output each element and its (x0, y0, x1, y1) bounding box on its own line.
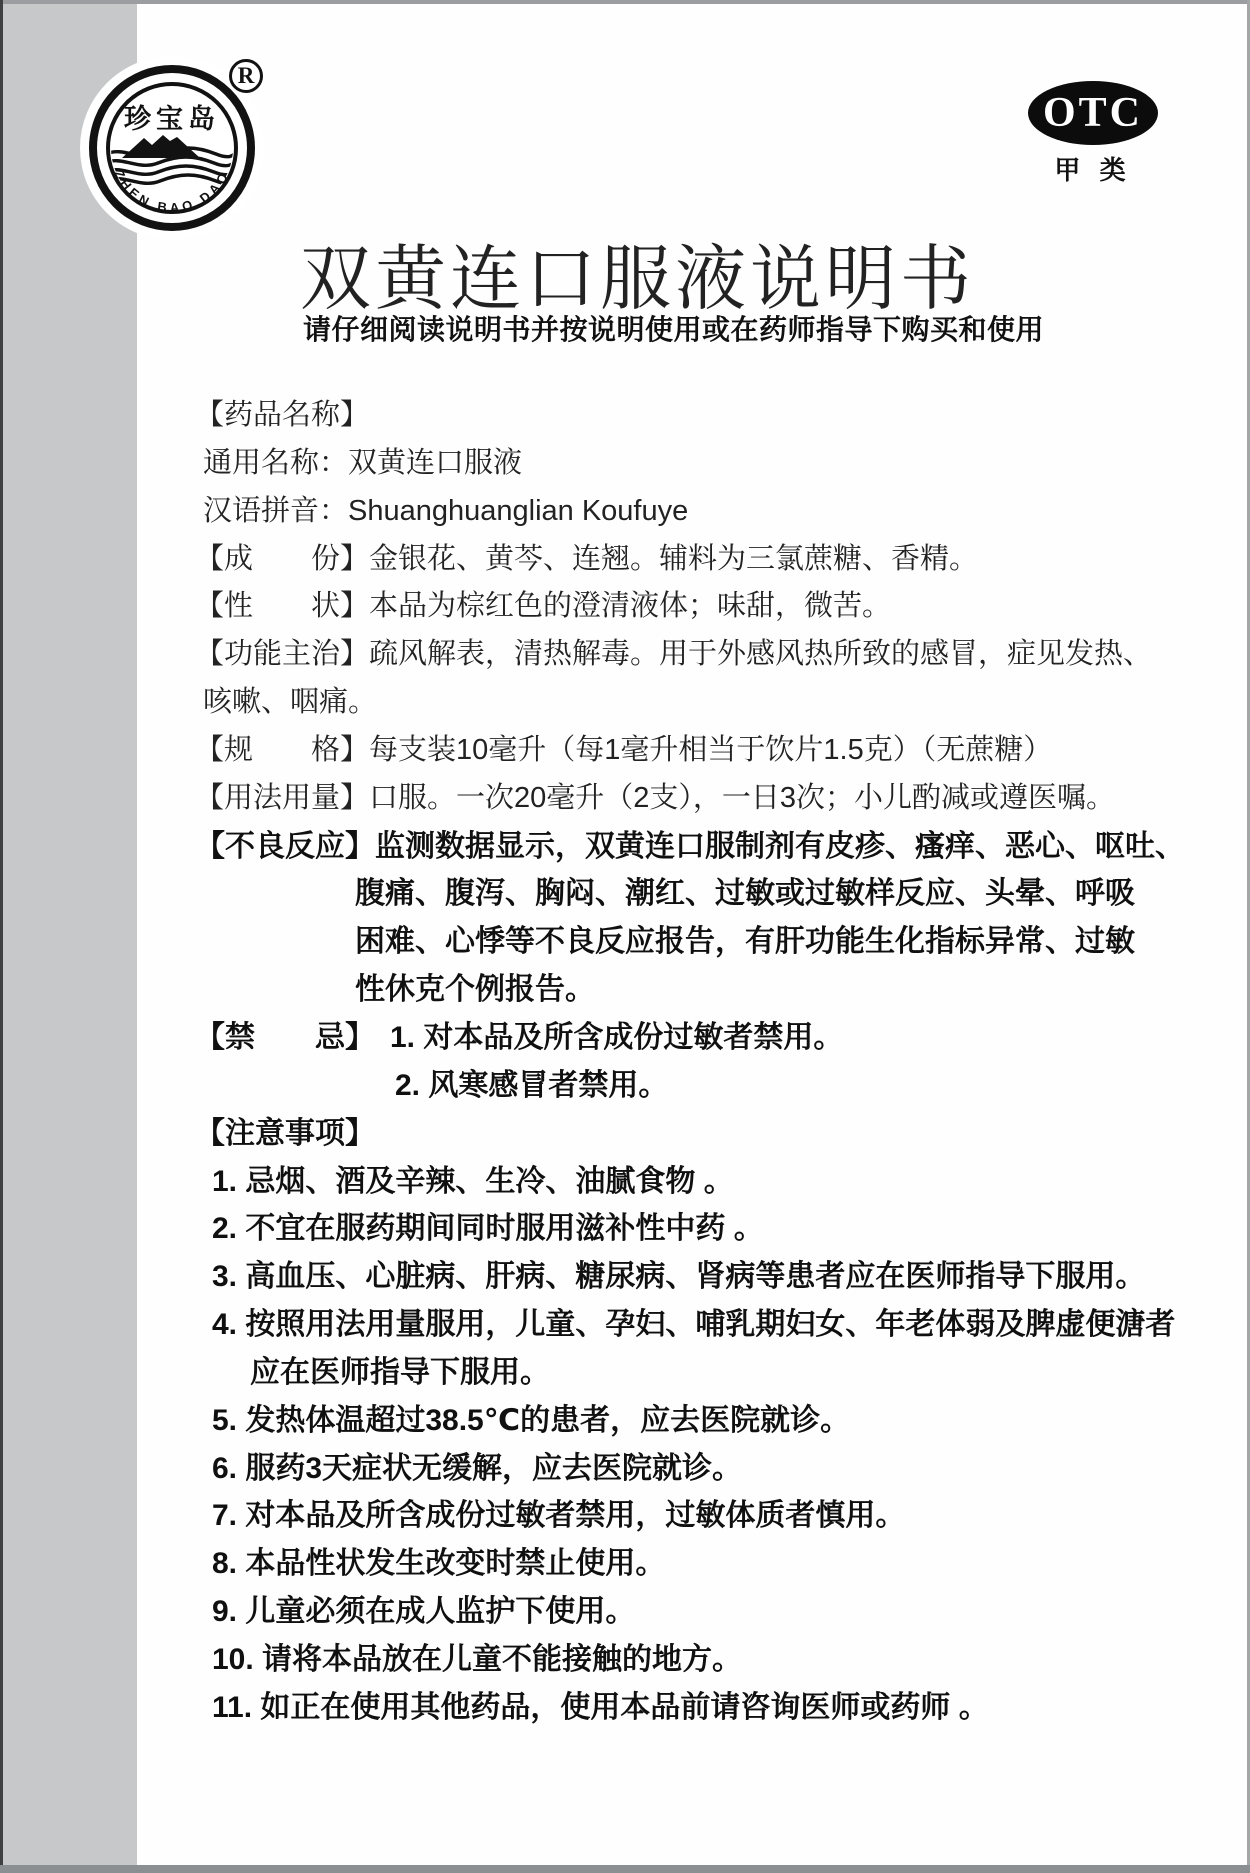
text-line: 【成 份】金银花、黄芩、连翘。辅料为三氯蔗糖、香精。 (195, 542, 979, 575)
text-line: 【功能主治】疏风解表，清热解毒。用于外感风热所致的感冒，症见发热、 (195, 638, 1153, 671)
text-line: 应在医师指导下服用。 (250, 1355, 550, 1389)
text-line: 8. 本品性状发生改变时禁止使用。 (212, 1547, 666, 1581)
text-line: 2. 不宜在服药期间同时服用滋补性中药 。 (212, 1212, 764, 1246)
text-line: 【规 格】每支装10毫升（每1毫升相当于饮片1.5克）（无蔗糖） (195, 733, 1053, 766)
text-line: 【用法用量】口服。一次20毫升（2支），一日3次；小儿酌减或遵医嘱。 (195, 781, 1116, 814)
text-line: 9. 儿童必须在成人监护下使用。 (212, 1595, 636, 1629)
page-border-bottom (0, 1865, 1250, 1873)
text-line: 【不良反应】监测数据显示，双黄连口服制剂有皮疹、瘙痒、恶心、呕吐、 (195, 829, 1185, 863)
text-line: 6. 服药3天症状无缓解，应去医院就诊。 (212, 1451, 743, 1485)
left-gray-sidebar (3, 4, 137, 1865)
page-border-left (0, 0, 3, 1873)
text-line: 10. 请将本品放在儿童不能接触的地方。 (212, 1642, 743, 1676)
text-line: 5. 发热体温超过38.5℃的患者，应去医院就诊。 (212, 1403, 851, 1437)
text-line: 咳嗽、咽痛。 (203, 686, 378, 719)
text-line: 2. 风寒感冒者禁用。 (395, 1068, 669, 1102)
text-line: 性休克个例报告。 (355, 973, 595, 1007)
text-line: 通用名称：双黄连口服液 (203, 446, 523, 479)
text-line: 3. 高血压、心脏病、肝病、糖尿病、肾病等患者应在医师指导下服用。 (212, 1260, 1146, 1294)
text-line: 1. 忌烟、酒及辛辣、生冷、油腻食物 。 (212, 1164, 734, 1198)
page-subtitle: 请仔细阅读说明书并按说明使用或在药师指导下购买和使用 (303, 314, 1045, 345)
page-border-top (0, 0, 1250, 4)
page-title: 双黄连口服液说明书 (300, 241, 976, 319)
text-line: 【药品名称】 (195, 399, 370, 431)
otc-class-label: 甲 类 (1054, 155, 1132, 185)
text-line: 【注意事项】 (195, 1116, 375, 1150)
logo-chinese-text: 珍宝岛 (124, 104, 220, 134)
body-text (195, 392, 1185, 1732)
logo-pinyin-arc-text: ZHEN BAO DAO (111, 167, 233, 216)
text-line: 【性 状】本品为棕红色的澄清液体；味甜，微苦。 (195, 590, 892, 623)
text-line: 7. 对本品及所含成份过敏者禁用，过敏体质者慎用。 (212, 1499, 906, 1533)
text-line: 11. 如正在使用其他药品，使用本品前请咨询医师或药师 。 (212, 1690, 989, 1724)
otc-label: OTC (1042, 90, 1143, 136)
text-line: 腹痛、腹泻、胸闷、潮红、过敏或过敏样反应、头晕、呼吸 (355, 877, 1135, 911)
text-line: 困难、心悸等不良反应报告，有肝功能生化指标异常、过敏 (355, 925, 1135, 959)
text-line: 【禁 忌】 1. 对本品及所含成份过敏者禁用。 (195, 1020, 844, 1054)
text-line: 汉语拼音：Shuanghuanglian Koufuye (203, 494, 689, 527)
otc-badge (1028, 81, 1158, 145)
registered-trademark-icon: R (229, 59, 263, 93)
text-line: 4. 按照用法用量服用，儿童、孕妇、哺乳期妇女、年老体弱及脾虚便溏者 (212, 1308, 1176, 1342)
